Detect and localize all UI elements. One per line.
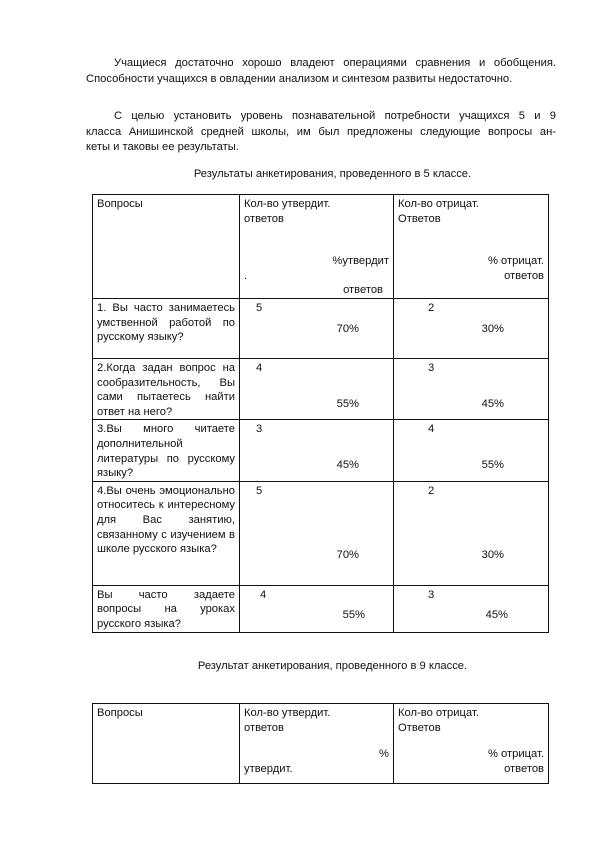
text-line: Способности учащихся в овладении анализом и синтезом развиты недостаточно. (86, 72, 513, 85)
yes-cell: 5 70% (240, 481, 394, 585)
yes-cell: 5 70% (240, 299, 394, 359)
table-row (93, 481, 549, 585)
text-line: класса Анишинской средней школы, им был предложены следующие вопросы ан- (86, 125, 556, 138)
intro-paragraph-2 (86, 109, 556, 156)
header-questions: Вопросы (93, 195, 240, 299)
question-cell: 3.Вы много читаете дополнительной литературы по русскому языку? (93, 420, 240, 481)
table-row (93, 299, 549, 359)
text-line: кеты и таковы ее результаты. (86, 141, 239, 153)
table-9-caption: Результат анкетирования, проведенного в 9 классе. (197, 660, 468, 672)
question-cell: 1. Вы часто занимаетесь умственной работой по русскому языку? (93, 299, 240, 359)
table-header-row (93, 195, 549, 299)
table-header-row (93, 704, 549, 784)
question-cell: 4.Вы очень эмоционально относитесь к интересному для Вас занятию, связанному с изучением в школе русского языка? (93, 481, 240, 585)
text-line: Учащиеся достаточно хорошо владеют операциями сравнения и обобщения. (114, 57, 556, 69)
question-cell: Вы часто задаете вопросы на уроках русского языка? (93, 585, 240, 632)
no-cell: 3 45% (394, 585, 549, 632)
yes-cell: 3 45% (240, 420, 394, 481)
grade-9-results-table (92, 703, 549, 784)
header-no: Кол-во отрицат. Ответов % отрицат. ответов (394, 195, 549, 299)
no-cell: 4 55% (394, 420, 549, 481)
table-row (93, 585, 549, 632)
table-row (93, 359, 549, 420)
header-no: Кол-во отрицат. Ответов % отрицат. ответов (394, 704, 549, 784)
no-cell: 3 45% (394, 359, 549, 420)
yes-cell: 4 55% (240, 359, 394, 420)
text-line: С целью установить уровень познавательной потребности учащихся 5 и 9 (114, 110, 556, 122)
no-cell: 2 30% (394, 481, 549, 585)
header-yes: Кол-во утвердит. ответов %утвердит . ответов (240, 195, 394, 299)
question-cell: 2.Когда задан вопрос на сообразительность, Вы сами пытаетесь найти ответ на него? (93, 359, 240, 420)
header-questions: Вопросы (93, 704, 240, 784)
table-row (93, 420, 549, 481)
grade-5-results-table (92, 194, 549, 633)
intro-paragraph-1 (86, 56, 556, 87)
header-yes: Кол-во утвердит. ответов % утвердит. (240, 704, 394, 784)
yes-cell: 4 55% (240, 585, 394, 632)
no-cell: 2 30% (394, 299, 549, 359)
table-5-caption: Результаты анкетирования, проведенного в 5 классе. (193, 168, 472, 180)
